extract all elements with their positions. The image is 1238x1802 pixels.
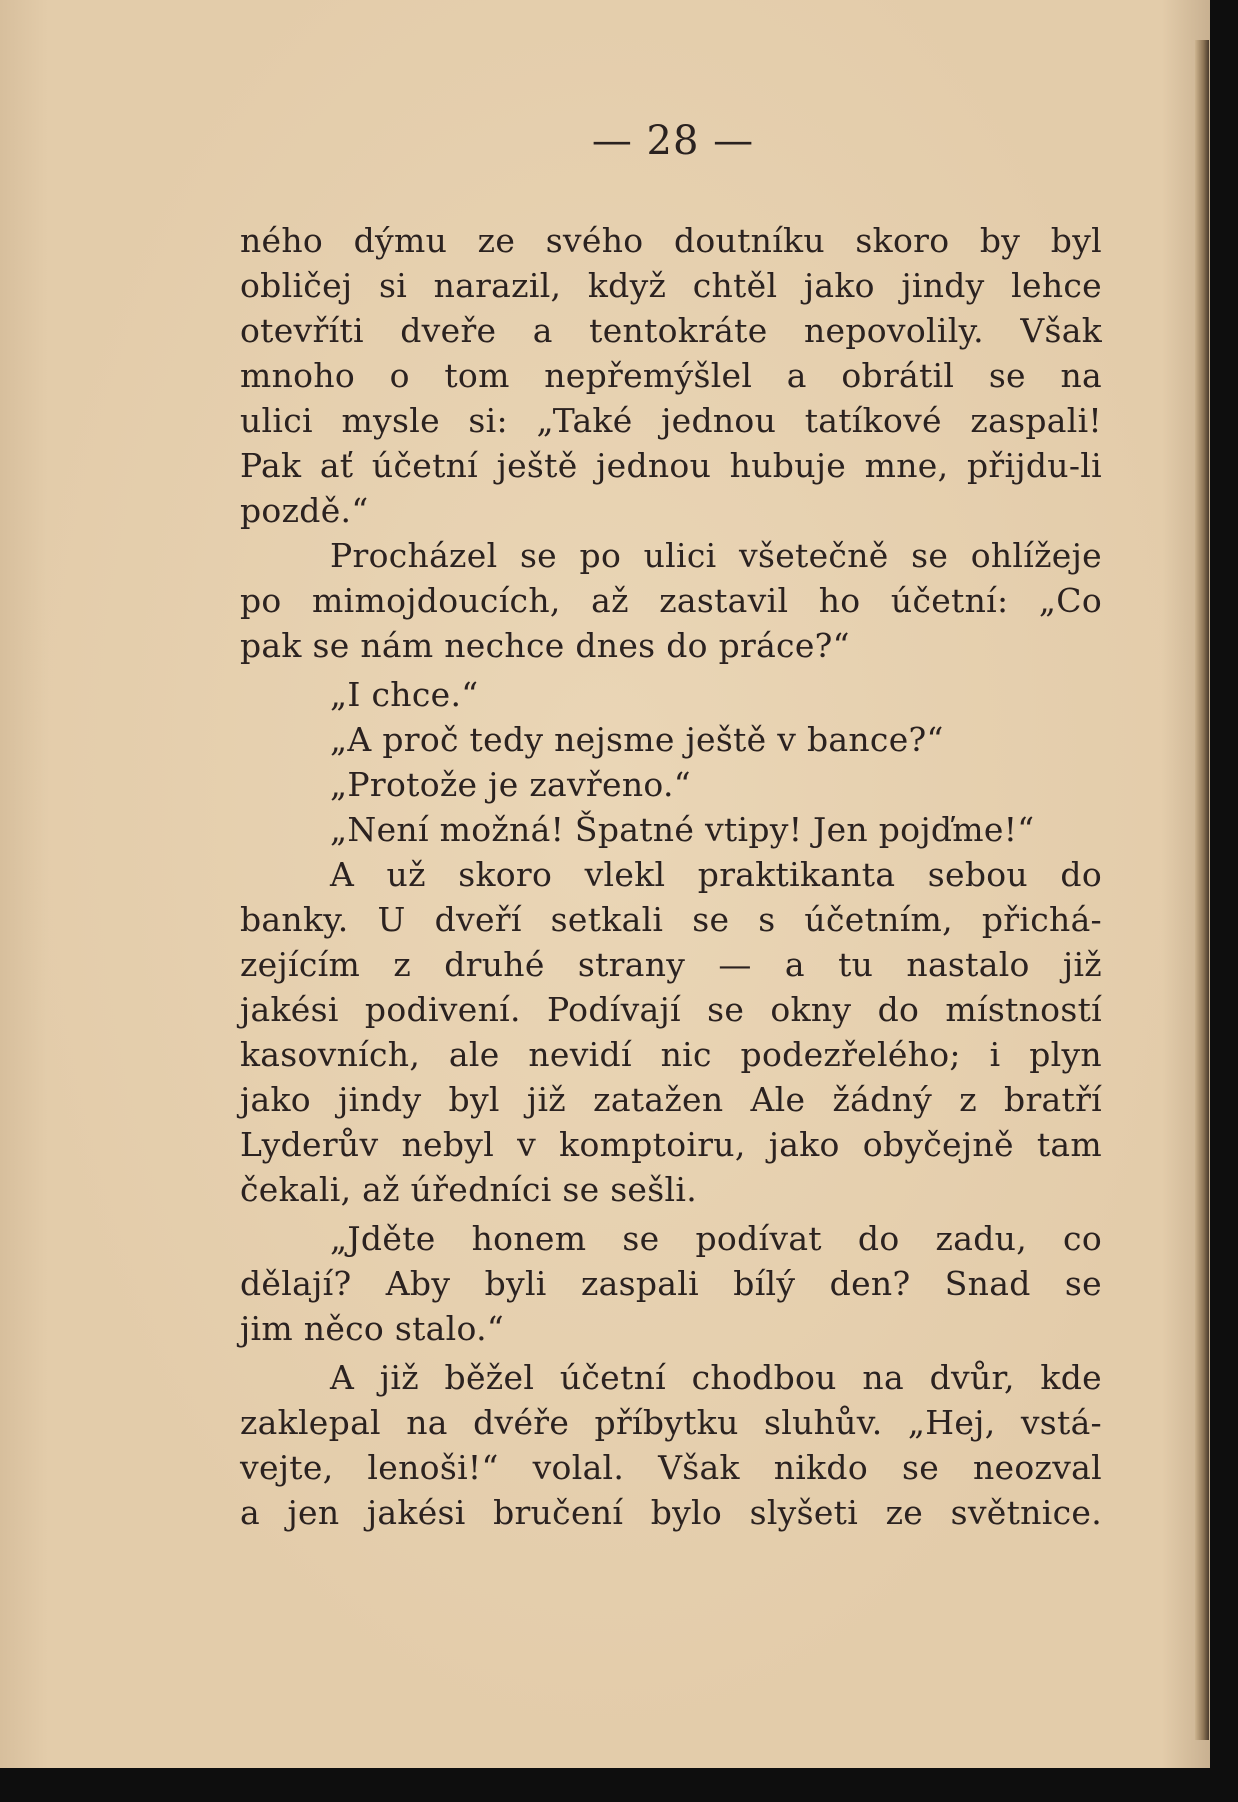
dialogue-line: „I chce.“ bbox=[330, 675, 479, 714]
text-line: a jen jakési bručení bylo slyšeti ze světnice. bbox=[240, 1493, 1102, 1532]
text-line: pozdě.“ bbox=[240, 491, 369, 530]
page-binding-edge bbox=[1195, 40, 1209, 1740]
paragraph-first-line: „Jděte honem se podívat do zadu, co bbox=[330, 1219, 1102, 1258]
body-text bbox=[240, 218, 1102, 1535]
text-line: jakési podivení. Podívají se okny do místností bbox=[240, 990, 1102, 1029]
text-line: jim něco stalo.“ bbox=[240, 1309, 505, 1348]
text-line: mnoho o tom nepřemýšlel a obrátil se na bbox=[240, 356, 1102, 395]
text-line: pak se nám nechce dnes do práce?“ bbox=[240, 626, 850, 665]
dialogue-line: „Není možná! Špatné vtipy! Jen pojďme!“ bbox=[330, 810, 1035, 849]
text-line: dělají? Aby byli zaspali bílý den? Snad se bbox=[240, 1264, 1102, 1303]
text-line: po mimojdoucích, až zastavil ho účetní: „Co bbox=[240, 581, 1102, 620]
text-line: obličej si narazil, když chtěl jako jindy lehce bbox=[240, 266, 1102, 305]
text-line: zaklepal na dvéře příbytku sluhův. „Hej, vstá- bbox=[240, 1403, 1102, 1442]
text-line: Lyderův nebyl v komptoiru, jako obyčejně tam bbox=[240, 1125, 1102, 1164]
paragraph-first-line: Procházel se po ulici všetečně se ohlížeje bbox=[330, 536, 1102, 575]
text-line: kasovních, ale nevidí nic podezřelého; i plyn bbox=[240, 1035, 1102, 1074]
text-line: vejte, lenoši!“ volal. Však nikdo se neozval bbox=[240, 1448, 1102, 1487]
paragraph-first-line: A už skoro vlekl praktikanta sebou do bbox=[330, 855, 1102, 894]
paragraph-first-line: A již běžel účetní chodbou na dvůr, kde bbox=[330, 1358, 1102, 1397]
text-line: čekali, až úředníci se sešli. bbox=[240, 1170, 697, 1209]
text-line: Pak ať účetní ještě jednou hubuje mne, přijdu-li bbox=[240, 446, 1102, 485]
text-line: ulici mysle si: „Také jednou tatíkové zaspali! bbox=[240, 401, 1102, 440]
text-line: ného dýmu ze svého doutníku skoro by byl bbox=[240, 221, 1102, 260]
dialogue-line: „Protože je zavřeno.“ bbox=[330, 765, 691, 804]
text-line: banky. U dveří setkali se s účetním, přichá- bbox=[240, 900, 1102, 939]
text-line: otevříti dveře a tentokráte nepovolily. Však bbox=[240, 311, 1102, 350]
page-number: — 28 — bbox=[591, 118, 755, 164]
dialogue-line: „A proč tedy nejsme ještě v bance?“ bbox=[330, 720, 944, 759]
text-line: zejícím z druhé strany — a tu nastalo již bbox=[240, 945, 1102, 984]
text-line: jako jindy byl již zatažen Ale žádný z bratří bbox=[240, 1080, 1102, 1119]
